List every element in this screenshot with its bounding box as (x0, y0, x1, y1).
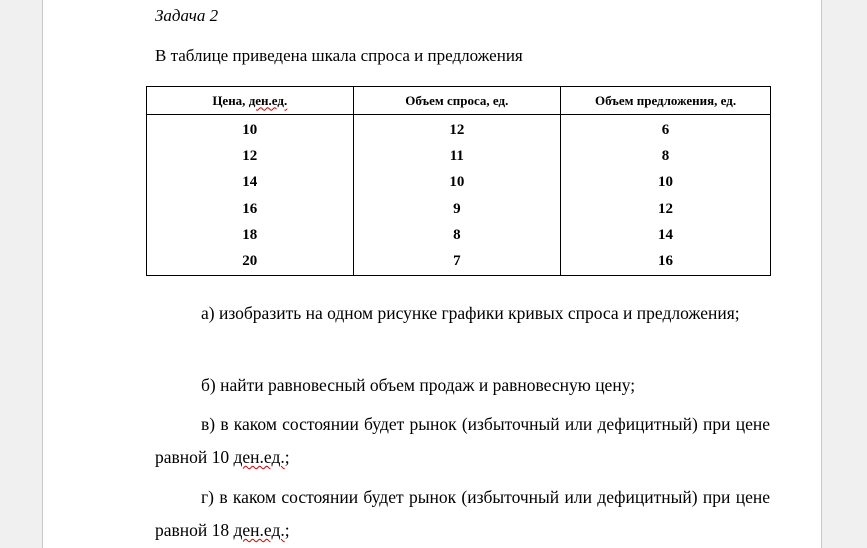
cell-supply: 16 (561, 248, 771, 275)
intro-text: В таблице приведена шкала спроса и предложения (155, 46, 523, 65)
cell-demand: 10 (353, 170, 561, 196)
table-header-row (147, 87, 771, 115)
cell-demand: 11 (353, 143, 561, 169)
cell-supply: 8 (561, 143, 771, 169)
spellcheck-underline: ден.ед. (233, 520, 285, 540)
spellcheck-underline: ден.ед. (248, 92, 288, 108)
cell-price: 18 (147, 222, 354, 248)
spellcheck-underline: ден.ед. (233, 447, 285, 467)
cell-supply: 14 (561, 222, 771, 248)
cell-demand: 7 (353, 248, 561, 275)
task-title: Задача 2 (155, 6, 219, 25)
cell-supply: 6 (561, 115, 771, 144)
table-row (147, 143, 771, 169)
question-b: б) найти равновесный объем продаж и равновесную цену; (201, 375, 636, 395)
cell-demand: 9 (353, 196, 561, 222)
header-supply: Объем предложения, ед. (561, 87, 771, 115)
table-row (147, 222, 771, 248)
table-row (147, 248, 771, 275)
cell-demand: 12 (353, 115, 561, 144)
question-c: в) в каком состоянии будет рынок (избыточный или дефицитный) при цене равной 10 ден.ед.; (155, 414, 770, 467)
cell-supply: 12 (561, 196, 771, 222)
table-row (147, 170, 771, 196)
cell-price: 20 (147, 248, 354, 275)
cell-price: 10 (147, 115, 354, 144)
question-a: а) изобразить на одном рисунке графики кривых спроса и предложения; (201, 303, 740, 323)
supply-demand-table (146, 86, 771, 276)
cell-supply: 10 (561, 170, 771, 196)
cell-price: 16 (147, 196, 354, 222)
document-page (42, 0, 822, 548)
cell-price: 12 (147, 143, 354, 169)
header-price: Цена, ден.ед. (147, 87, 354, 115)
cell-price: 14 (147, 170, 354, 196)
question-d: г) в каком состоянии будет рынок (избыточный или дефицитный) при цене равной 18 ден.ед.; (155, 487, 770, 540)
cell-demand: 8 (353, 222, 561, 248)
table-row (147, 115, 771, 144)
header-demand: Объем спроса, ед. (353, 87, 561, 115)
table-row (147, 196, 771, 222)
